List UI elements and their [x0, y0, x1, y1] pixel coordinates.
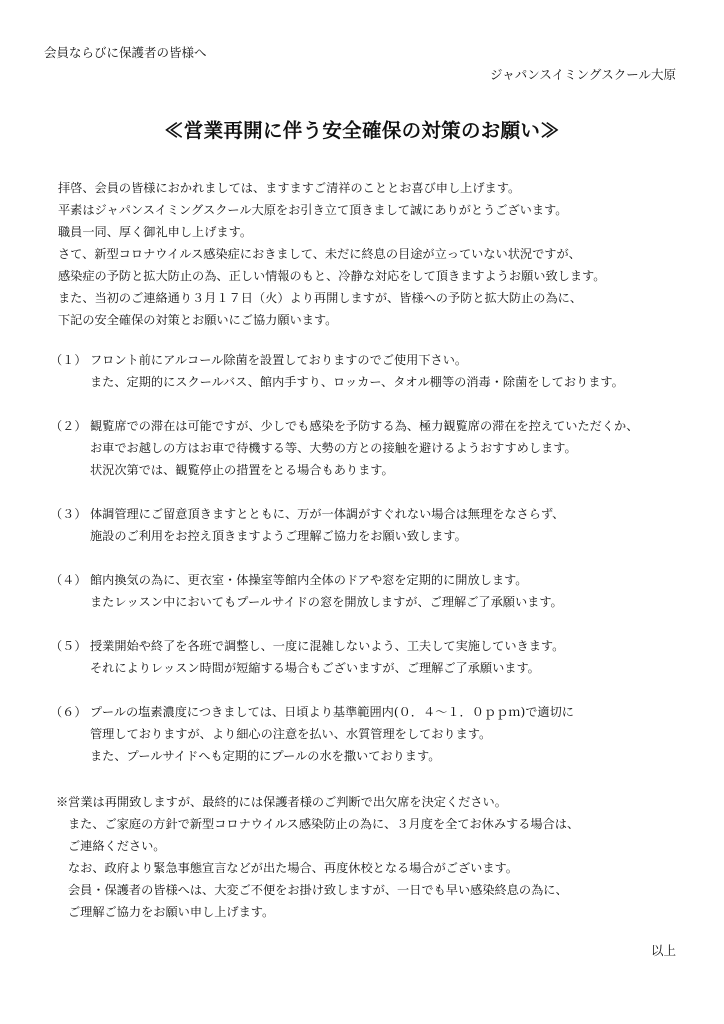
- intro-paragraph: [58, 177, 698, 331]
- item-text: 施設のご利用をお控え頂きますようご理解ご協力をお願い致します。: [90, 529, 467, 543]
- item-row: [50, 415, 710, 437]
- item-row: [50, 657, 710, 679]
- item-number: （１）: [50, 353, 87, 367]
- item-number: （５）: [50, 639, 87, 653]
- item-row: [50, 701, 710, 723]
- item-row: [50, 569, 710, 591]
- list-item-5: [50, 635, 710, 679]
- item-number: （２）: [50, 419, 87, 433]
- list-item-6: [50, 701, 710, 767]
- intro-line: 職員一同、厚く御礼申し上げます。: [58, 225, 253, 239]
- item-number: （４）: [50, 573, 87, 587]
- item-number: （６）: [50, 705, 87, 719]
- item-text: フロント前にアルコール除菌を設置しておりますのでご使用下さい。: [90, 353, 468, 367]
- note-line: 会員・保護者の皆様へは、大変ご不便をお掛け致しますが、一日でも早い感染終息の為に、: [68, 883, 568, 897]
- item-text: 観覧席での滞在は可能ですが、少しでも感染を予防する為、極力観覧席の滞在を控えていただくか、: [90, 419, 639, 433]
- item-row: [50, 437, 710, 459]
- note-section: [56, 791, 696, 923]
- note-line: ※営業は再開致しますが、最終的には保護者様のご判断で出欠席を決定ください。: [56, 795, 507, 809]
- list-item-4: [50, 569, 710, 613]
- item-text: また、プールサイドへも定期的にプールの水を撒いております。: [90, 749, 441, 763]
- item-text: それによりレッスン時間が短縮する場合もございますが、ご理解ご了承願います。: [90, 661, 540, 675]
- intro-line: 感染症の予防と拡大防止の為、正しい情報のもと、冷静な対応をして頂きますようお願い致します。: [58, 269, 606, 283]
- item-text: 授業開始や終了を各班で調整し、一度に混雑しないよう、工夫して実施していきます。: [90, 639, 565, 653]
- list-item-2: [50, 415, 710, 481]
- item-row: [50, 723, 710, 745]
- item-row: [50, 503, 710, 525]
- list-item-1: [50, 349, 710, 393]
- closing-mark: 以上: [650, 943, 676, 958]
- note-line: ご理解ご協力をお願い申し上げます。: [68, 905, 275, 919]
- intro-line: 平素はジャパンスイミングスクール大原をお引き立て頂きまして誠にありがとうございます。: [58, 203, 568, 217]
- item-row: [50, 591, 710, 613]
- note-line: なお、政府より緊急事態宣言などが出た場合、再度休校となる場合がございます。: [68, 861, 518, 875]
- item-row: [50, 371, 710, 393]
- item-row: [50, 745, 710, 767]
- note-line: ご連絡ください。: [68, 839, 166, 853]
- item-row: [50, 459, 710, 481]
- addressee: 会員ならびに保護者の皆様へ: [44, 45, 207, 60]
- item-row: [50, 349, 710, 371]
- sender-name: ジャパンスイミングスクール大原: [489, 67, 676, 82]
- intro-line: さて、新型コロナウイルス感染症におきまして、未だに終息の目途が立っていない状況ですが、: [58, 247, 581, 261]
- item-text: またレッスン中においてもプールサイドの窓を開放しますが、ご理解ご了承願います。: [90, 595, 563, 609]
- item-text: プールの塩素濃度につきましては、日頃より基準範囲内(０．４～１．０ｐｐｍ)で適切に: [90, 705, 574, 719]
- list-item-3: [50, 503, 710, 547]
- note-line: また、ご家庭の方針で新型コロナウイルス感染防止の為に、３月度を全てお休みする場合は、: [68, 817, 580, 831]
- item-text: 館内換気の為に、更衣室・体操室等館内全体のドアや窓を定期的に開放します。: [90, 573, 528, 587]
- item-row: [50, 525, 710, 547]
- intro-line: 拝啓、会員の皆様におかれましては、ますますご清祥のこととお喜び申し上げます。: [58, 181, 521, 195]
- item-text: 体調管理にご留意頂きますとともに、万が一体調がすぐれない場合は無理をなさらず、: [90, 507, 565, 521]
- item-text: お車でお越しの方はお車で待機する等、大勢の方との接触を避けるようおすすめします。: [90, 441, 577, 455]
- item-text: また、定期的にスクールバス、館内手すり、ロッカー、タオル棚等の消毒・除菌をしております。: [90, 375, 624, 389]
- item-text: 状況次第では、観覧停止の措置をとる場合もあります。: [90, 463, 394, 477]
- intro-line: また、当初のご連絡通り３月１７日（火）より再開しますが、皆様への予防と拡大防止の為に、: [58, 291, 583, 305]
- item-number: （３）: [50, 507, 87, 521]
- item-row: [50, 635, 710, 657]
- page-title: ≪営業再開に伴う安全確保の対策のお願い≫: [163, 119, 560, 142]
- intro-line: 下記の安全確保の対策とお願いにご協力願います。: [58, 313, 338, 327]
- item-text: 管理しておりますが、より細心の注意を払い、水質管理をしております。: [90, 727, 492, 741]
